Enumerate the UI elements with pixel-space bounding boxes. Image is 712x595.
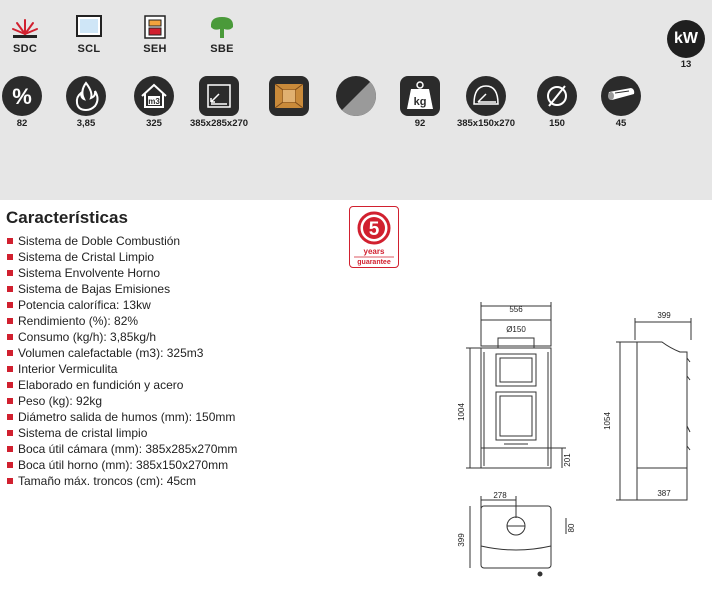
oven-dimension-icon (466, 76, 506, 116)
list-item: Peso (kg): 92kg (7, 393, 237, 409)
feature-label: SEH (143, 43, 167, 55)
list-item: Potencia calorífica: 13kw (7, 297, 237, 313)
flue-diameter-icon (537, 76, 577, 116)
svg-text:m3: m3 (148, 97, 160, 106)
guarantee-badge (349, 206, 399, 268)
list-item: Sistema Envolvente Horno (7, 265, 237, 281)
bullet-square-icon (7, 238, 13, 244)
list-item: Volumen calefactable (m3): 325m3 (7, 345, 237, 361)
flame-burst-icon (11, 14, 39, 40)
list-item: Sistema de Cristal Limpio (7, 249, 237, 265)
bullet-square-icon (7, 462, 13, 468)
bullet-square-icon (7, 398, 13, 404)
characteristics-list (7, 233, 237, 489)
list-item: Elaborado en fundición y acero (7, 377, 237, 393)
bullet-square-icon (7, 414, 13, 420)
side-view (603, 311, 691, 500)
spec-value: 385x285x270 (189, 118, 249, 129)
top-view (457, 491, 576, 576)
spec-value: 45 (615, 118, 627, 129)
flue-label: Ø150 (506, 325, 526, 334)
spec-value: 325 (146, 118, 162, 129)
spec-oven (446, 76, 526, 130)
flame-icon (66, 76, 106, 116)
technical-drawing (440, 296, 712, 590)
bullet-square-icon (7, 302, 13, 308)
weight-icon (400, 76, 440, 116)
feature-label: SBE (210, 43, 234, 55)
feature-scl (64, 14, 114, 55)
top-depth-label: 399 (457, 533, 466, 547)
list-item: Sistema de Doble Combustión (7, 233, 237, 249)
spec-chamber (179, 76, 259, 130)
cast-iron-steel-icon (336, 76, 376, 116)
guarantee-years: 5 (368, 219, 380, 240)
spec-value: 150 (549, 118, 565, 129)
power-badge (667, 20, 705, 70)
clean-glass-icon (75, 14, 103, 40)
spec-log (581, 76, 661, 130)
bullet-square-icon (7, 286, 13, 292)
guarantee-line1: years (363, 247, 385, 256)
feature-label: SDC (12, 43, 38, 55)
power-value: 13 (680, 59, 692, 70)
front-height-label: 1004 (457, 403, 466, 421)
list-item: Interior Vermiculita (7, 361, 237, 377)
top-offset-label: 278 (493, 491, 507, 500)
spec-value: 385x150x270 (456, 118, 516, 129)
list-item: Consumo (kg/h): 3,85kg/h (7, 329, 237, 345)
feature-label: SCL (77, 43, 101, 55)
bullet-square-icon (7, 478, 13, 484)
spec-value: 92 (414, 118, 426, 129)
list-item: Diámetro salida de humos (mm): 150mm (7, 409, 237, 425)
bullet-square-icon (7, 254, 13, 260)
characteristics-title: Características (6, 208, 128, 227)
log-icon (601, 76, 641, 116)
bullet-square-icon (7, 318, 13, 324)
list-item: Boca útil cámara (mm): 385x285x270mm (7, 441, 237, 457)
feature-sbe (197, 14, 247, 55)
list-item: Rendimiento (%): 82% (7, 313, 237, 329)
bullet-square-icon (7, 334, 13, 340)
side-depth-bottom-label: 387 (657, 489, 671, 498)
list-item: Boca útil horno (mm): 385x150x270mm (7, 457, 237, 473)
oven-icon (141, 14, 169, 40)
list-item: Tamaño máx. troncos (cm): 45cm (7, 473, 237, 489)
bullet-square-icon (7, 350, 13, 356)
front-view (457, 302, 572, 468)
bullet-square-icon (7, 430, 13, 436)
list-item: Sistema de cristal limpio (7, 425, 237, 441)
spec-value: 3,85 (76, 118, 96, 129)
guarantee-line2: guarantee (357, 259, 391, 266)
bullet-square-icon (7, 382, 13, 388)
list-item: Sistema de Bajas Emisiones (7, 281, 237, 297)
front-width-label: 556 (509, 305, 523, 314)
spec-value: 82 (16, 118, 28, 129)
tree-icon (208, 14, 236, 40)
bullet-square-icon (7, 270, 13, 276)
house-volume-icon (134, 76, 174, 116)
top-flue-offset-label: 80 (567, 523, 576, 533)
svg-text:%: % (12, 84, 32, 109)
svg-text:kg: kg (413, 96, 427, 108)
side-depth-top-label: 399 (657, 311, 671, 320)
feature-seh (130, 14, 180, 55)
side-height-label: 1054 (603, 412, 612, 430)
bullet-square-icon (7, 446, 13, 452)
chamber-dimension-icon (199, 76, 239, 116)
vermiculite-icon (269, 76, 309, 116)
percent-icon (2, 76, 42, 116)
power-unit: kW (667, 20, 705, 58)
bullet-square-icon (7, 366, 13, 372)
base-height-label: 201 (563, 453, 572, 467)
feature-sdc (0, 14, 50, 55)
